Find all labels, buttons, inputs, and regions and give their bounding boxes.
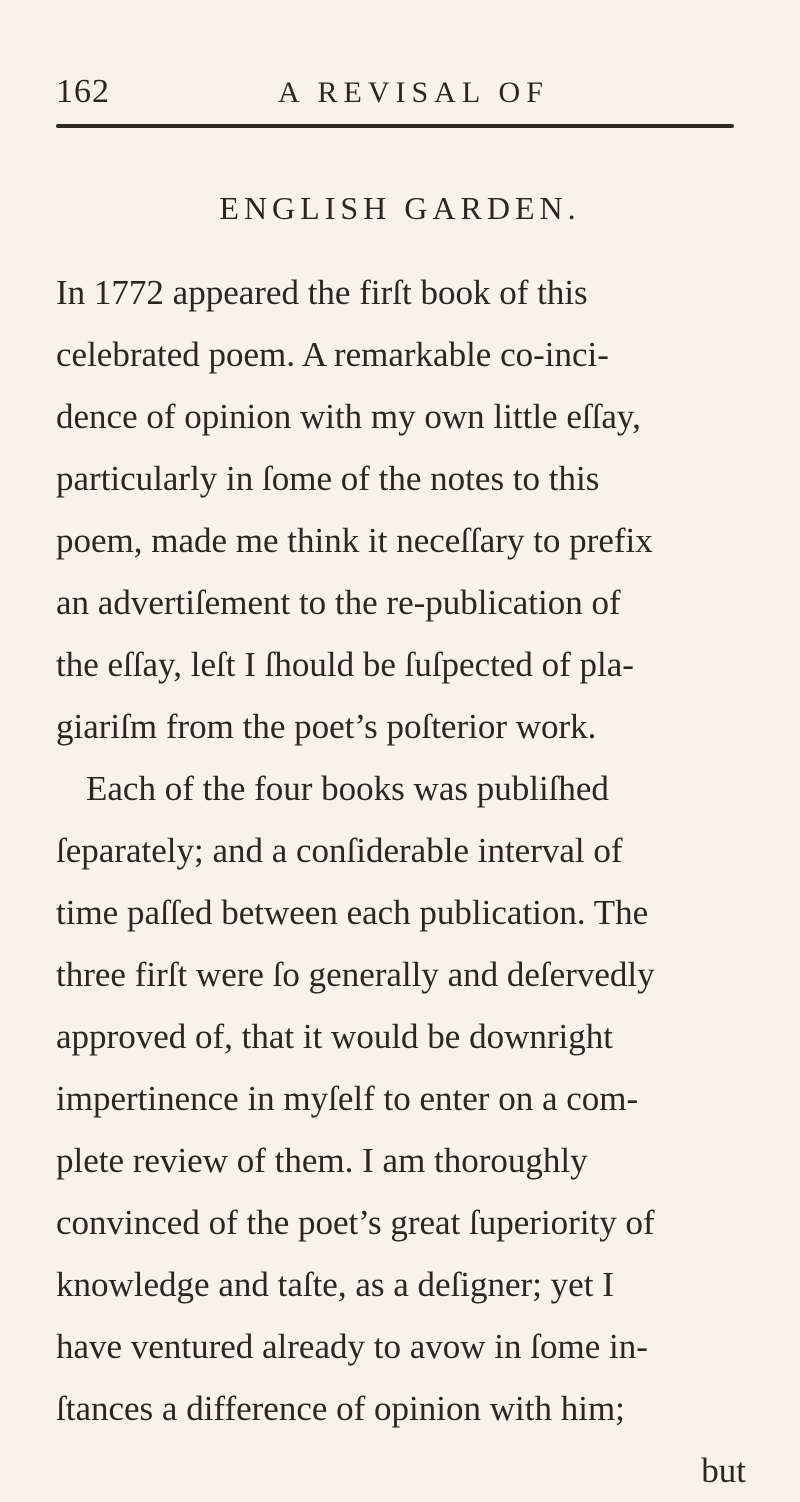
text-line: particularly in ſome of the notes to this bbox=[56, 459, 600, 498]
text-line: the eſſay, leſt I ſhould be ſuſpected of pla- bbox=[56, 645, 634, 684]
text-line: Each of the four books was publiſhed bbox=[86, 769, 609, 808]
catchword: but bbox=[701, 1451, 746, 1490]
page-number: 162 bbox=[56, 73, 110, 110]
text-line: ſeparately; and a conſiderable interval of bbox=[56, 831, 623, 870]
text-line: convinced of the poet’s great ſuperiority of bbox=[56, 1203, 655, 1242]
text-line: celebrated poem. A remarkable co-inci- bbox=[56, 335, 609, 374]
text-line: approved of, that it would be downright bbox=[56, 1017, 613, 1056]
text-line: giariſm from the poet’s poſterior work. bbox=[56, 707, 597, 746]
text-line: three firſt were ſo generally and deſervedly bbox=[56, 955, 655, 994]
text-line: an advertiſement to the re-publication of bbox=[56, 583, 621, 622]
header-rule bbox=[56, 124, 734, 128]
text-line: poem, made me think it neceſſary to prefix bbox=[56, 521, 653, 560]
text-line: ſtances a difference of opinion with him; bbox=[56, 1389, 625, 1428]
section-title: ENGLISH GARDEN. bbox=[219, 190, 581, 226]
running-head: A REVISAL OF bbox=[278, 76, 549, 109]
text-line: In 1772 appeared the firſt book of this bbox=[56, 273, 588, 312]
text-line: impertinence in myſelf to enter on a com- bbox=[56, 1079, 639, 1118]
text-line: time paſſed between each publication. The bbox=[56, 893, 649, 932]
text-line: plete review of them. I am thoroughly bbox=[56, 1141, 588, 1180]
text-line: dence of opinion with my own little eſſay, bbox=[56, 397, 641, 436]
text-line: knowledge and taſte, as a deſigner; yet I bbox=[56, 1265, 614, 1304]
body-text bbox=[56, 262, 756, 1502]
text-line: have ventured already to avow in ſome in- bbox=[56, 1327, 648, 1366]
